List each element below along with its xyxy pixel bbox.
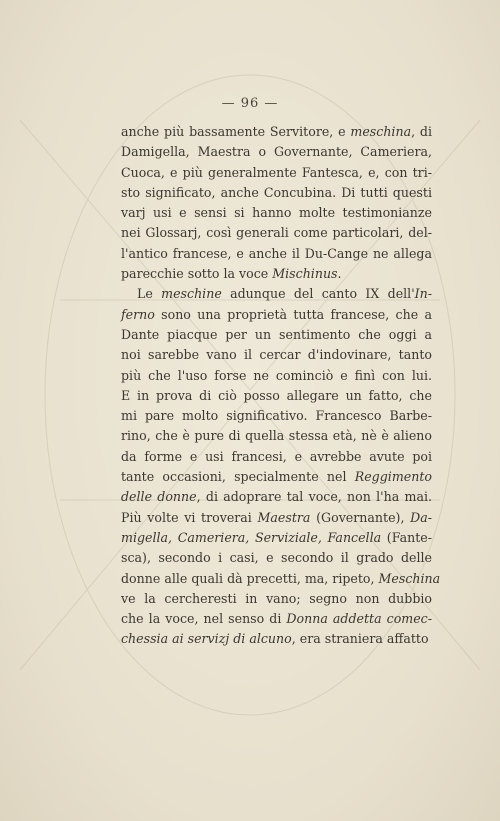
text-run: sono una proprietà tutta francese, che a [154,306,432,322]
italic-text: In- [414,286,433,302]
text-line [121,406,432,426]
text-line [121,508,432,528]
text-line [121,426,432,446]
text-run: , era straniera affatto [291,631,429,647]
italic-text: delle donne [121,489,197,505]
text-run: Più volte vi troverai [121,509,258,525]
text-run: Le [137,286,162,302]
text-run: anche più bassamente Servitore, e [121,124,351,139]
text-line [121,569,441,589]
text-run: , di [411,124,432,139]
italic-text: chessia ai servizj di alcuno [121,631,292,647]
text-line [121,163,432,183]
text-run: , di adoprare tal voce, non l'ha mai. [196,489,432,505]
text-line [121,122,432,142]
text-run: . [337,266,342,282]
text-run: varj usi e sensi si hanno molte testimonianze [121,205,432,221]
text-line [121,325,432,345]
text-run: l'antico francese, e anche il Du-Cange ne allega [121,245,432,261]
italic-text: Mischinus [272,266,338,282]
text-run: che la voce, nel senso di [121,611,287,627]
text-line [121,244,432,264]
text-line [121,183,432,203]
text-run: ve la cercheresti in vano; segno non dubbio [121,590,432,606]
text-run: tante occasioni, specialmente nel [121,469,355,485]
text-run: donne alle quali dà precetti, ma, ripeto, [121,570,379,586]
text-run: E in prova di ciò posso allegare un fatto, che [121,387,432,403]
text-line [121,487,432,507]
text-line [121,305,432,325]
italic-text: Donna addetta comec- [286,611,432,627]
text-line [121,223,432,243]
text-line [121,366,432,386]
text-line [121,142,432,162]
italic-text: Reggimento [354,469,432,485]
text-run: noi sarebbe vano il cercar d'indovinare, tanto [121,347,432,363]
text-run: sto significato, anche Concubina. Di tutti questi [121,184,432,200]
italic-text: migella, Cameriera, Serviziale, Fancella [121,529,382,545]
text-run: da forme e usi francesi, e avrebbe avute poi [121,448,432,464]
text-line [121,548,432,568]
text-run: più che l'uso forse ne cominciò e finì con lui. [121,367,432,383]
text-run: Damigella, Maestra o Governante, Cameriera, [121,144,432,160]
text-line [121,264,432,284]
italic-text: Maestra [257,509,311,525]
text-run: Dante piacque per un sentimento che oggi a [121,326,432,342]
italic-text: meschina [350,124,412,139]
body-text [121,122,441,650]
text-line [121,609,432,629]
text-line [121,203,432,223]
text-line [121,447,432,467]
text-line [121,345,432,365]
text-run: (Fante- [381,529,432,545]
italic-text: meschine [161,286,222,302]
text-line [121,284,432,304]
text-line [121,528,432,548]
text-run: Cuoca, e più generalmente Fantesca, e, con tri- [121,164,432,180]
text-run: adunque del canto IX dell' [221,286,415,302]
text-line [121,589,432,609]
text-line [121,629,432,649]
text-line [121,467,432,487]
text-run: parecchie sotto la voce [121,266,273,282]
text-run: nei Glossarj, così generali come particolari, del- [121,225,432,241]
italic-text: Da- [410,509,433,525]
text-run: mi pare molto significativo. Francesco Barbe- [121,408,432,424]
text-run: (Governante), [310,509,411,525]
italic-text: Meschina [378,570,441,586]
text-line [121,386,432,406]
italic-text: ferno [121,306,155,322]
page-number: — 96 — [221,96,279,111]
text-run: sca), secondo i casi, e secondo il grado delle [121,550,432,566]
text-run: rino, che è pure di quella stessa età, nè è alieno [121,428,432,444]
